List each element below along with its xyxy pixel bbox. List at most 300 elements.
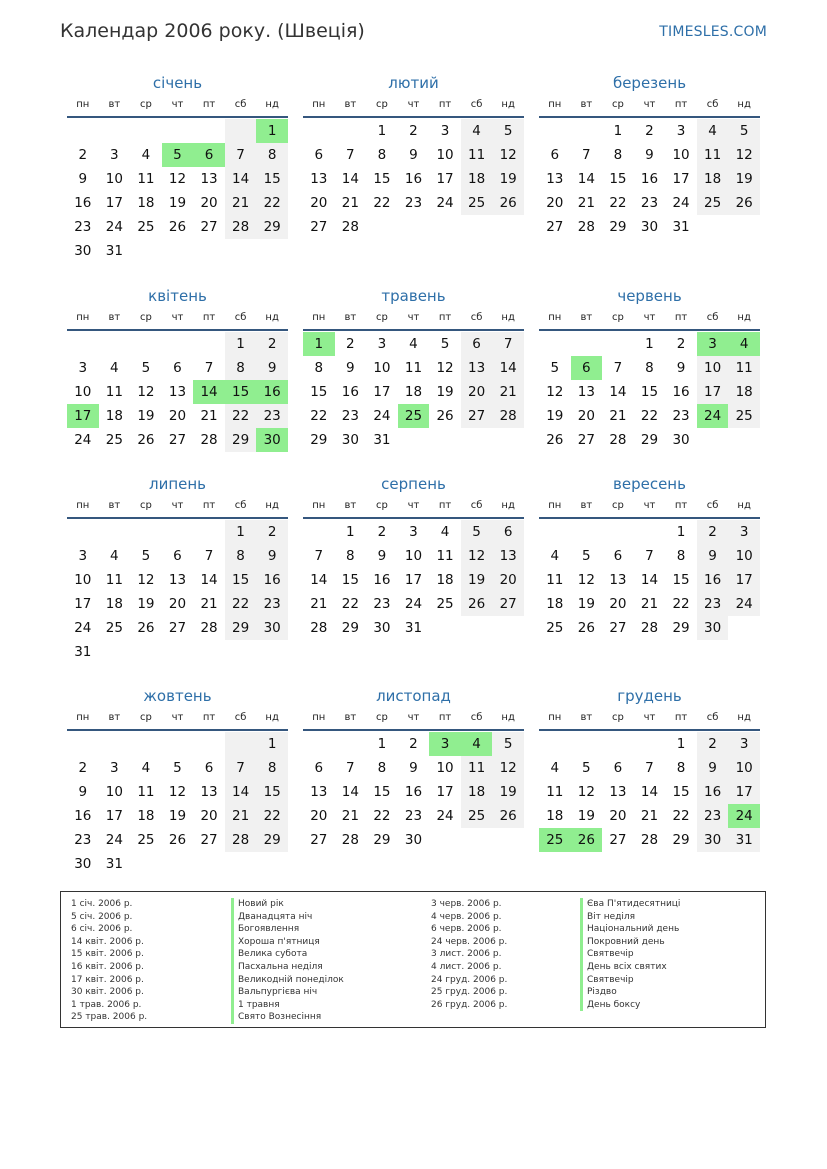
calendar-day: 13 bbox=[200, 784, 218, 800]
empty-day bbox=[634, 732, 666, 756]
calendar-day: 9 bbox=[346, 360, 355, 376]
calendar-day: 1 bbox=[346, 524, 355, 540]
calendar-day: 21 bbox=[577, 195, 595, 211]
weekday-header bbox=[539, 309, 760, 331]
calendar-day: 28 bbox=[640, 832, 659, 848]
holiday-date: 25 трав. 2006 р. bbox=[71, 1012, 148, 1023]
holiday-day: 24 bbox=[728, 804, 760, 828]
weekday-label: сб bbox=[706, 712, 719, 723]
holiday-date: 24 груд. 2006 р. bbox=[431, 974, 508, 985]
calendar-day: 5 bbox=[141, 360, 151, 376]
calendar-day: 29 bbox=[609, 219, 627, 235]
calendar-day: 11 bbox=[105, 384, 123, 400]
calendar-day: 7 bbox=[613, 360, 623, 376]
calendar-day: 12 bbox=[137, 572, 155, 588]
month-name: вересень bbox=[613, 475, 686, 493]
weekday-label: чт bbox=[407, 312, 420, 323]
calendar-day: 19 bbox=[546, 408, 564, 424]
holiday-name: Великодній понеділок bbox=[231, 974, 344, 987]
calendar-day: 1 bbox=[225, 332, 257, 356]
holiday-name: Святвечір bbox=[580, 974, 680, 987]
weekday-header bbox=[539, 709, 760, 731]
calendar-day: 30 bbox=[74, 243, 92, 259]
calendar-day: 16 bbox=[404, 171, 423, 187]
holiday-date: 30 квіт. 2006 р. bbox=[71, 987, 144, 998]
calendar-day: 17 bbox=[436, 171, 454, 187]
calendar-day: 5 bbox=[550, 360, 560, 376]
weekday-label: нд bbox=[501, 99, 515, 110]
empty-day bbox=[99, 119, 131, 143]
calendar-day: 24 bbox=[404, 596, 423, 612]
calendar-day: 12 bbox=[577, 784, 595, 800]
holiday-date: 14 квіт. 2006 р. bbox=[71, 936, 144, 947]
calendar-day: 6 bbox=[613, 548, 623, 564]
calendar-day: 30 bbox=[640, 219, 659, 235]
holiday-name: Різдво bbox=[580, 986, 680, 999]
weekday-label: вт bbox=[580, 500, 593, 511]
month-block bbox=[67, 685, 288, 876]
calendar-day: 20 bbox=[200, 808, 218, 824]
calendar-day: 18 bbox=[404, 384, 423, 400]
calendar-day: 18 bbox=[137, 808, 155, 824]
calendar-day: 16 bbox=[404, 784, 423, 800]
calendar-day: 7 bbox=[204, 548, 214, 564]
empty-day bbox=[130, 332, 162, 356]
calendar-day: 10 bbox=[105, 784, 123, 800]
empty-day bbox=[193, 732, 225, 756]
holiday-day: 24 bbox=[697, 404, 729, 428]
calendar-day: 26 bbox=[168, 832, 187, 848]
holiday-day: 25 bbox=[539, 828, 571, 852]
calendar-day: 2 bbox=[645, 123, 654, 139]
calendar-day: 10 bbox=[436, 147, 454, 163]
holiday-name: Вальпургієва ніч bbox=[231, 986, 344, 999]
weekday-label: сб bbox=[706, 312, 719, 323]
calendar-day: 10 bbox=[74, 572, 92, 588]
weekday-label: пт bbox=[202, 99, 216, 110]
weekday-label: вт bbox=[344, 99, 357, 110]
calendar-day: 20 bbox=[546, 195, 564, 211]
weekday-label: вт bbox=[580, 312, 593, 323]
calendar-day: 21 bbox=[310, 596, 328, 612]
calendar-day: 29 bbox=[672, 832, 690, 848]
days-grid bbox=[303, 520, 524, 640]
calendar-day: 20 bbox=[577, 408, 595, 424]
weekday-label: нд bbox=[501, 712, 515, 723]
weekday-label: пн bbox=[312, 312, 326, 323]
calendar-day: 27 bbox=[168, 432, 187, 448]
weekday-label: сб bbox=[470, 99, 483, 110]
calendar-day: 3 bbox=[676, 123, 686, 139]
calendar-day: 2 bbox=[346, 336, 355, 352]
calendar-day: 15 bbox=[672, 784, 690, 800]
calendar-day: 28 bbox=[609, 432, 627, 448]
calendar-day: 23 bbox=[672, 408, 690, 424]
weekday-label: пт bbox=[674, 99, 688, 110]
calendar-day: 7 bbox=[225, 756, 257, 780]
calendar-day: 31 bbox=[105, 243, 123, 259]
calendar-day: 26 bbox=[436, 408, 454, 424]
holiday-date: 3 лист. 2006 р. bbox=[431, 949, 502, 960]
holiday-date: 1 січ. 2006 р. bbox=[71, 899, 133, 909]
calendar-day: 28 bbox=[225, 215, 257, 239]
holiday-date: 15 квіт. 2006 р. bbox=[71, 949, 144, 960]
calendar-day: 13 bbox=[168, 572, 187, 588]
holiday-day: 4 bbox=[728, 332, 760, 356]
calendar-day: 7 bbox=[582, 147, 591, 163]
weekday-label: пт bbox=[202, 712, 216, 723]
calendar-day: 3 bbox=[78, 548, 88, 564]
calendar-day: 19 bbox=[728, 167, 760, 191]
empty-day bbox=[162, 520, 194, 544]
calendar-day: 5 bbox=[492, 119, 524, 143]
calendar-day: 26 bbox=[461, 592, 493, 616]
calendar-day: 27 bbox=[609, 832, 627, 848]
calendar-day: 4 bbox=[409, 336, 418, 352]
calendar-day: 27 bbox=[577, 432, 595, 448]
calendar-day: 23 bbox=[404, 808, 423, 824]
weekday-header bbox=[67, 309, 288, 331]
calendar-day: 5 bbox=[582, 548, 591, 564]
weekday-label: ср bbox=[375, 500, 388, 511]
calendar-day: 17 bbox=[373, 384, 391, 400]
calendar-day: 18 bbox=[546, 808, 564, 824]
holiday-day: 25 bbox=[398, 404, 430, 428]
calendar-day: 29 bbox=[256, 215, 288, 239]
calendar-day: 23 bbox=[640, 195, 659, 211]
weekday-label: сб bbox=[470, 312, 483, 323]
calendar-day: 23 bbox=[697, 804, 729, 828]
month-name: серпень bbox=[381, 475, 446, 493]
holiday-date: 24 черв. 2006 р. bbox=[431, 936, 508, 947]
calendar-day: 25 bbox=[697, 191, 729, 215]
calendar-day: 24 bbox=[74, 620, 92, 636]
holiday-name: Національний день bbox=[580, 923, 680, 936]
calendar-day: 2 bbox=[409, 736, 418, 752]
month-name: липень bbox=[148, 475, 207, 493]
empty-day bbox=[67, 332, 99, 356]
calendar-day: 15 bbox=[640, 384, 659, 400]
calendar-day: 21 bbox=[341, 808, 359, 824]
weekday-header bbox=[303, 96, 524, 118]
calendar-day: 2 bbox=[256, 332, 288, 356]
calendar-day: 18 bbox=[105, 408, 123, 424]
calendar-day: 14 bbox=[577, 171, 595, 187]
calendar-day: 23 bbox=[341, 408, 359, 424]
calendar-day: 11 bbox=[728, 356, 760, 380]
weekday-header bbox=[303, 709, 524, 731]
weekday-label: вт bbox=[580, 99, 593, 110]
calendar-day: 5 bbox=[728, 119, 760, 143]
calendar-day: 9 bbox=[256, 544, 288, 568]
holiday-day: 17 bbox=[67, 404, 99, 428]
calendar-day: 20 bbox=[461, 380, 493, 404]
weekday-label: чт bbox=[407, 99, 420, 110]
calendar-day: 28 bbox=[492, 404, 524, 428]
holiday-names-column-right bbox=[580, 898, 680, 1011]
weekday-header bbox=[67, 497, 288, 519]
calendar-day: 17 bbox=[436, 784, 454, 800]
days-grid bbox=[303, 332, 524, 452]
calendar-day: 20 bbox=[168, 408, 187, 424]
empty-day bbox=[335, 732, 367, 756]
calendar-day: 14 bbox=[609, 384, 627, 400]
calendar-day: 7 bbox=[492, 332, 524, 356]
calendar-day: 26 bbox=[168, 219, 187, 235]
calendar-day: 1 bbox=[256, 732, 288, 756]
holiday-date: 3 черв. 2006 р. bbox=[431, 899, 502, 909]
weekday-label: нд bbox=[265, 500, 279, 511]
holiday-day: 14 bbox=[193, 380, 225, 404]
empty-day bbox=[335, 119, 367, 143]
holiday-name: День боксу bbox=[580, 999, 680, 1012]
calendar-day: 20 bbox=[609, 596, 627, 612]
calendar-day: 27 bbox=[492, 592, 524, 616]
calendar-day: 7 bbox=[645, 548, 654, 564]
calendar-day: 6 bbox=[204, 760, 214, 776]
weekday-label: нд bbox=[737, 500, 751, 511]
calendar-day: 8 bbox=[645, 360, 654, 376]
weekday-label: чт bbox=[171, 712, 184, 723]
calendar-day: 19 bbox=[436, 384, 454, 400]
calendar-day: 27 bbox=[200, 832, 218, 848]
calendar-day: 16 bbox=[697, 568, 729, 592]
calendar-day: 19 bbox=[492, 780, 524, 804]
calendar-day: 1 bbox=[613, 123, 623, 139]
calendar-day: 29 bbox=[341, 620, 359, 636]
calendar-day: 10 bbox=[404, 548, 423, 564]
calendar-day: 28 bbox=[341, 832, 359, 848]
calendar-day: 8 bbox=[225, 544, 257, 568]
holiday-name: Новий рік bbox=[231, 898, 344, 911]
empty-day bbox=[602, 732, 634, 756]
empty-day bbox=[571, 520, 603, 544]
weekday-label: чт bbox=[643, 712, 656, 723]
calendar-day: 9 bbox=[256, 356, 288, 380]
empty-day bbox=[602, 520, 634, 544]
holiday-date: 25 груд. 2006 р. bbox=[431, 987, 508, 998]
calendar-day: 13 bbox=[546, 171, 564, 187]
calendar-day: 18 bbox=[461, 167, 493, 191]
weekday-label: нд bbox=[737, 99, 751, 110]
calendar-day: 12 bbox=[577, 572, 595, 588]
empty-day bbox=[67, 520, 99, 544]
calendar-day: 17 bbox=[728, 568, 760, 592]
calendar-day: 29 bbox=[373, 832, 391, 848]
calendar-day: 10 bbox=[74, 384, 92, 400]
calendar-day: 30 bbox=[373, 620, 391, 636]
calendar-day: 21 bbox=[200, 596, 218, 612]
calendar-day: 15 bbox=[256, 167, 288, 191]
calendar-day: 3 bbox=[78, 360, 88, 376]
empty-day bbox=[303, 732, 335, 756]
calendar-day: 13 bbox=[310, 171, 328, 187]
calendar-day: 11 bbox=[461, 756, 493, 780]
weekday-label: пн bbox=[548, 99, 562, 110]
holiday-name: Віт неділя bbox=[580, 911, 680, 924]
weekday-label: ср bbox=[139, 712, 152, 723]
calendar-day: 4 bbox=[697, 119, 729, 143]
empty-day bbox=[130, 119, 162, 143]
calendar-day: 23 bbox=[74, 832, 92, 848]
weekday-label: нд bbox=[737, 312, 751, 323]
calendar-day: 4 bbox=[461, 119, 493, 143]
calendar-day: 5 bbox=[141, 548, 151, 564]
calendar-day: 7 bbox=[346, 147, 355, 163]
weekday-label: пт bbox=[438, 99, 452, 110]
weekday-label: нд bbox=[265, 312, 279, 323]
weekday-label: пн bbox=[312, 500, 326, 511]
holiday-day: 5 bbox=[162, 143, 194, 167]
calendar-day: 17 bbox=[74, 596, 92, 612]
holiday-day: 16 bbox=[256, 380, 288, 404]
month-block bbox=[303, 685, 524, 852]
calendar-day: 17 bbox=[728, 780, 760, 804]
weekday-label: чт bbox=[171, 312, 184, 323]
calendar-day: 2 bbox=[697, 732, 729, 756]
calendar-day: 22 bbox=[225, 592, 257, 616]
calendar-day: 2 bbox=[409, 123, 418, 139]
weekday-label: чт bbox=[171, 500, 184, 511]
empty-day bbox=[634, 520, 666, 544]
calendar-day: 17 bbox=[105, 195, 123, 211]
calendar-day: 24 bbox=[74, 432, 92, 448]
weekday-label: ср bbox=[375, 312, 388, 323]
calendar-day: 17 bbox=[404, 572, 423, 588]
weekday-label: нд bbox=[265, 99, 279, 110]
empty-day bbox=[193, 332, 225, 356]
weekday-label: вт bbox=[344, 312, 357, 323]
calendar-day: 18 bbox=[461, 780, 493, 804]
calendar-day: 26 bbox=[728, 191, 760, 215]
site-link[interactable]: TIMESLES.COM bbox=[659, 24, 767, 40]
calendar-day: 11 bbox=[697, 143, 729, 167]
calendar-day: 15 bbox=[672, 572, 690, 588]
holiday-date: 4 черв. 2006 р. bbox=[431, 911, 502, 922]
calendar-day: 3 bbox=[728, 732, 760, 756]
calendar-day: 22 bbox=[341, 596, 359, 612]
calendar-day: 11 bbox=[461, 143, 493, 167]
month-block bbox=[539, 473, 760, 640]
calendar-day: 8 bbox=[377, 760, 387, 776]
calendar-day: 12 bbox=[492, 143, 524, 167]
calendar-day: 22 bbox=[373, 808, 391, 824]
empty-day bbox=[162, 332, 194, 356]
empty-day bbox=[162, 119, 194, 143]
calendar-day: 5 bbox=[173, 760, 182, 776]
calendar-day: 23 bbox=[697, 592, 729, 616]
calendar-day: 24 bbox=[728, 592, 760, 616]
calendar-day: 12 bbox=[168, 171, 187, 187]
calendar-day: 26 bbox=[492, 804, 524, 828]
month-name: листопад bbox=[376, 687, 451, 705]
empty-day bbox=[539, 732, 571, 756]
weekday-header bbox=[67, 709, 288, 731]
calendar-day: 27 bbox=[609, 620, 627, 636]
calendar-day: 4 bbox=[141, 760, 151, 776]
calendar-day: 4 bbox=[550, 760, 560, 776]
calendar-day: 14 bbox=[341, 784, 359, 800]
empty-day bbox=[99, 732, 131, 756]
month-name: грудень bbox=[617, 687, 682, 705]
empty-day bbox=[571, 119, 603, 143]
calendar-day: 5 bbox=[582, 760, 591, 776]
calendar-day: 18 bbox=[546, 596, 564, 612]
calendar-day: 12 bbox=[168, 784, 187, 800]
weekday-label: ср bbox=[139, 312, 152, 323]
days-grid bbox=[303, 732, 524, 852]
calendar-day: 19 bbox=[168, 195, 187, 211]
month-name: березень bbox=[612, 74, 687, 92]
calendar-day: 27 bbox=[310, 832, 328, 848]
calendar-day: 3 bbox=[377, 336, 387, 352]
calendar-day: 18 bbox=[436, 572, 454, 588]
holiday-name: Пасхальна неділя bbox=[231, 961, 344, 974]
calendar-day: 11 bbox=[137, 171, 155, 187]
calendar-day: 3 bbox=[110, 147, 119, 163]
weekday-label: ср bbox=[375, 712, 388, 723]
calendar-day: 21 bbox=[640, 596, 659, 612]
calendar-day: 26 bbox=[137, 432, 155, 448]
holiday-names-column-left bbox=[231, 898, 344, 1024]
empty-day bbox=[99, 332, 131, 356]
holiday-name: Велика субота bbox=[231, 948, 344, 961]
weekday-header bbox=[539, 96, 760, 118]
calendar-day: 17 bbox=[697, 380, 729, 404]
weekday-label: сб bbox=[234, 712, 247, 723]
calendar-day: 8 bbox=[256, 143, 288, 167]
weekday-label: пн bbox=[76, 712, 90, 723]
days-grid bbox=[67, 119, 288, 263]
weekday-label: чт bbox=[407, 500, 420, 511]
weekday-label: сб bbox=[470, 712, 483, 723]
calendar-day: 25 bbox=[436, 596, 454, 612]
empty-day bbox=[130, 732, 162, 756]
weekday-label: пт bbox=[438, 500, 452, 511]
calendar-day: 22 bbox=[373, 195, 391, 211]
calendar-day: 28 bbox=[577, 219, 595, 235]
holiday-name: День всіх святих bbox=[580, 961, 680, 974]
empty-day bbox=[130, 520, 162, 544]
calendar-day: 26 bbox=[492, 191, 524, 215]
holiday-date: 17 квіт. 2006 р. bbox=[71, 974, 144, 985]
calendar-day: 19 bbox=[492, 167, 524, 191]
empty-day bbox=[225, 119, 257, 143]
calendar-day: 30 bbox=[404, 832, 423, 848]
calendar-day: 24 bbox=[436, 195, 454, 211]
weekday-label: вт bbox=[108, 99, 121, 110]
weekday-label: вт bbox=[344, 500, 357, 511]
calendar-day: 25 bbox=[137, 832, 155, 848]
weekday-label: пн bbox=[76, 312, 90, 323]
weekday-label: сб bbox=[706, 99, 719, 110]
calendar-day: 13 bbox=[310, 784, 328, 800]
calendar-day: 9 bbox=[676, 360, 686, 376]
calendar-day: 18 bbox=[728, 380, 760, 404]
calendar-day: 8 bbox=[676, 760, 686, 776]
days-grid bbox=[539, 332, 760, 452]
calendar-day: 2 bbox=[697, 520, 729, 544]
calendar-day: 16 bbox=[640, 171, 659, 187]
calendar-day: 5 bbox=[492, 732, 524, 756]
calendar-day: 21 bbox=[341, 195, 359, 211]
holiday-day: 6 bbox=[571, 356, 603, 380]
empty-day bbox=[225, 732, 257, 756]
days-grid bbox=[539, 520, 760, 640]
calendar-day: 3 bbox=[728, 520, 760, 544]
calendar-day: 28 bbox=[200, 620, 218, 636]
month-block bbox=[303, 473, 524, 640]
